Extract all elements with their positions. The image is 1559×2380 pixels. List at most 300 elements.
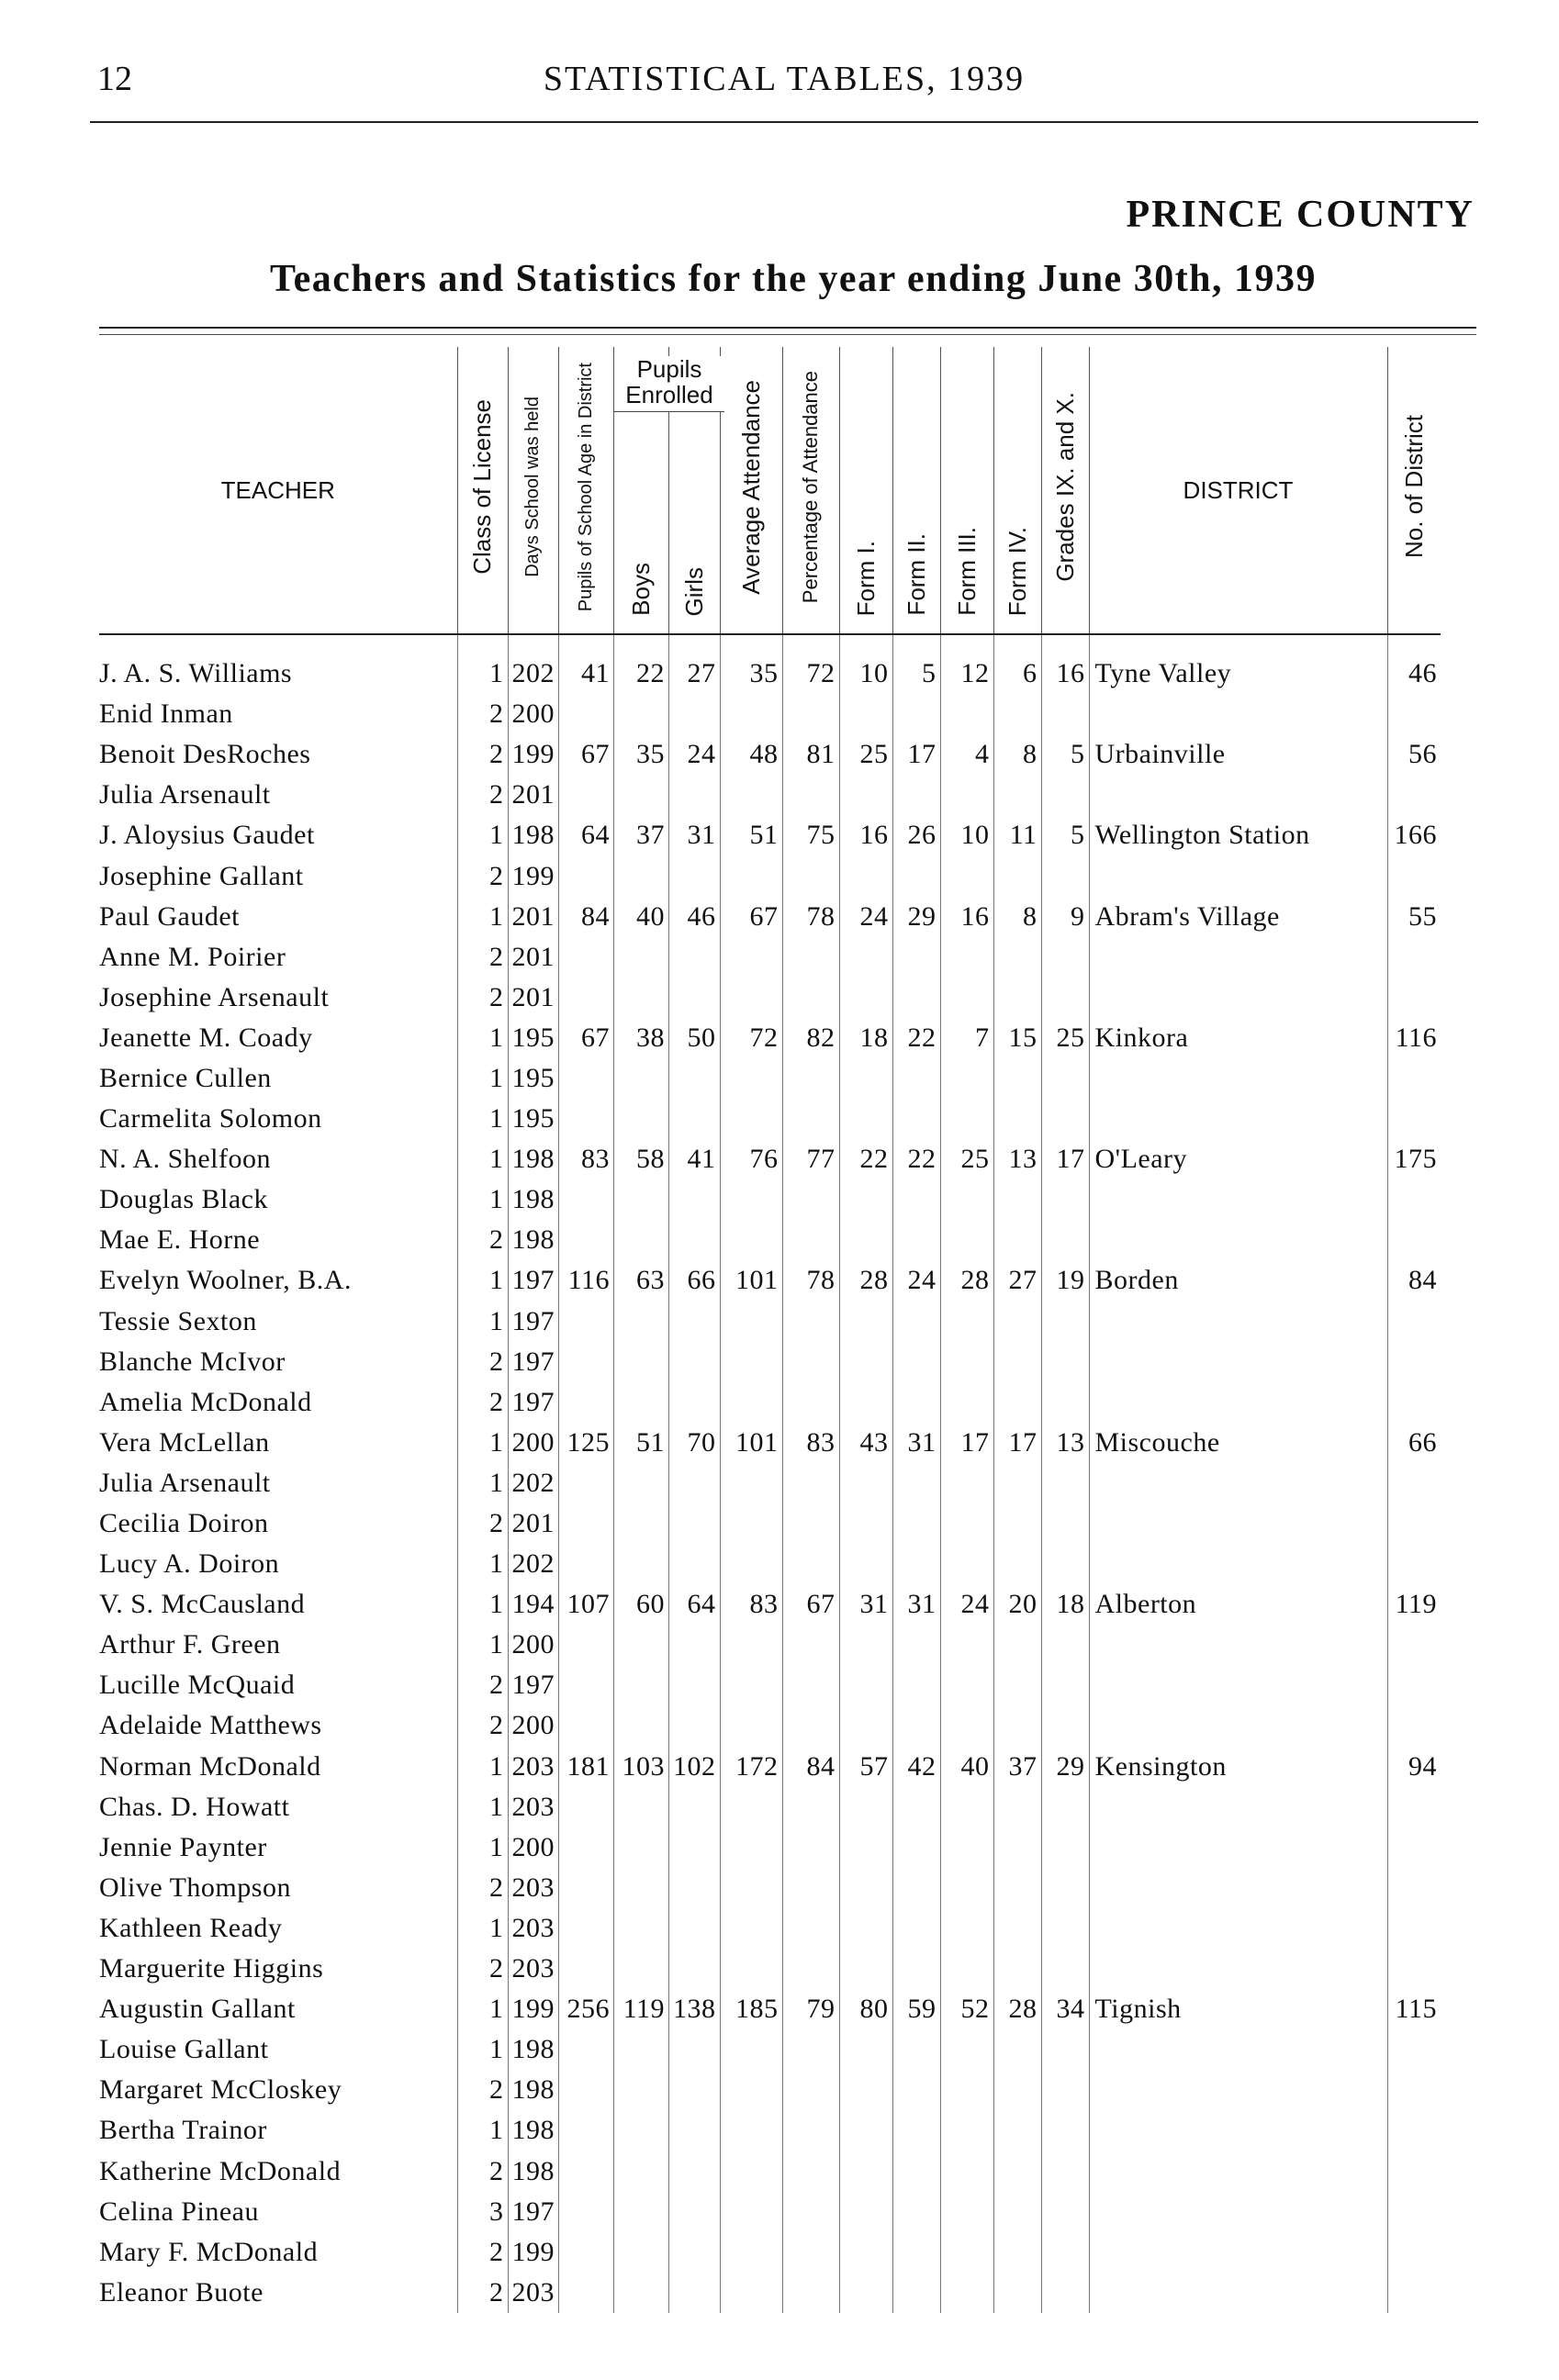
- cell-license: 1: [457, 1544, 508, 1584]
- cell-pct: [782, 2029, 839, 2070]
- cell-district: [1089, 1302, 1387, 1342]
- cell-f3: [940, 775, 993, 815]
- cell-f4: [993, 2232, 1041, 2273]
- cell-f2: [892, 855, 940, 896]
- cell-f3: [940, 978, 993, 1018]
- table-row: [99, 1463, 1441, 1503]
- table-row: [99, 937, 1441, 978]
- teacher-name: [99, 1747, 457, 1787]
- cell-license: 1: [457, 2029, 508, 2070]
- cell-f2: 59: [892, 1989, 940, 2029]
- teacher-name: [99, 2029, 457, 2070]
- cell-girls: [669, 1908, 721, 1949]
- teacher-name-text: Mae E. Horne: [99, 1224, 261, 1256]
- cell-pupils-age: [559, 1787, 614, 1827]
- teacher-name: [99, 1220, 457, 1260]
- cell-district-no: [1387, 1302, 1441, 1342]
- cell-pct: [782, 855, 839, 896]
- table-row: [99, 855, 1441, 896]
- cell-district: Alberton: [1089, 1584, 1387, 1625]
- cell-f1: [839, 2110, 892, 2151]
- cell-f2: [892, 1382, 940, 1423]
- cell-boys: [614, 1342, 669, 1382]
- cell-girls: [669, 775, 721, 815]
- cell-boys: [614, 2232, 669, 2273]
- cell-boys: 38: [614, 1018, 669, 1058]
- cell-f1: [839, 1342, 892, 1382]
- cell-grades: [1041, 1665, 1089, 1705]
- cell-f3: 10: [940, 815, 993, 855]
- teacher-name-text: Carmelita Solomon: [99, 1103, 322, 1134]
- cell-days: 203: [508, 1787, 559, 1827]
- cell-grades: [1041, 775, 1089, 815]
- teacher-name: [99, 1584, 457, 1625]
- cell-f2: [892, 694, 940, 734]
- spacer-row: [99, 634, 1441, 654]
- cell-district: Urbainville: [1089, 734, 1387, 775]
- cell-pupils-age: [559, 1949, 614, 1989]
- cell-f2: [892, 1503, 940, 1544]
- cell-district: [1089, 1463, 1387, 1503]
- cell-girls: [669, 2070, 721, 2110]
- cell-district: [1089, 1382, 1387, 1423]
- cell-days: 202: [508, 1544, 559, 1584]
- cell-district-no: [1387, 1099, 1441, 1139]
- cell-grades: [1041, 1908, 1089, 1949]
- teacher-name-text: Eleanor Buote: [99, 2276, 264, 2307]
- cell-girls: [669, 2151, 721, 2191]
- cell-f3: [940, 855, 993, 896]
- cell-district-no: [1387, 1625, 1441, 1665]
- teacher-name: [99, 1463, 457, 1503]
- cell-avg: [720, 2070, 782, 2110]
- cell-f2: [892, 2029, 940, 2070]
- cell-avg: [720, 855, 782, 896]
- cell-f1: [839, 2029, 892, 2070]
- teacher-name-text: Norman McDonald: [99, 1750, 321, 1782]
- cell-f4: [993, 1705, 1041, 1746]
- cell-f4: 20: [993, 1584, 1041, 1625]
- cell-grades: 13: [1041, 1423, 1089, 1463]
- cell-grades: [1041, 978, 1089, 1018]
- cell-district-no: [1387, 2232, 1441, 2273]
- cell-district: [1089, 2151, 1387, 2191]
- cell-district-no: [1387, 1787, 1441, 1827]
- cell-pct: [782, 1058, 839, 1099]
- cell-f3: 52: [940, 1989, 993, 2029]
- cell-girls: [669, 937, 721, 978]
- cell-license: 2: [457, 1949, 508, 1989]
- cell-f2: [892, 1463, 940, 1503]
- teacher-name-text: Jeanette M. Coady: [99, 1022, 313, 1053]
- teacher-name: [99, 1058, 457, 1099]
- teacher-name: [99, 654, 457, 694]
- col-avg-attendance: Average Attendance: [720, 347, 782, 634]
- cell-f1: [839, 1544, 892, 1584]
- cell-pct: [782, 2070, 839, 2110]
- table-row: [99, 2151, 1441, 2191]
- cell-f2: [892, 1827, 940, 1868]
- teacher-name-text: Louise Gallant: [99, 2034, 269, 2065]
- cell-f3: [940, 1665, 993, 1705]
- table-row: [99, 1139, 1441, 1179]
- cell-district: Borden: [1089, 1260, 1387, 1301]
- cell-f1: [839, 2192, 892, 2232]
- cell-district: [1089, 937, 1387, 978]
- cell-f2: 31: [892, 1584, 940, 1625]
- table-row: [99, 2192, 1441, 2232]
- table-row: [99, 1868, 1441, 1908]
- teacher-name-text: Margaret McCloskey: [99, 2074, 342, 2106]
- cell-district: [1089, 1544, 1387, 1584]
- teacher-name-text: V. S. McCausland: [99, 1589, 306, 1620]
- table-row: [99, 1018, 1441, 1058]
- cell-district-no: [1387, 978, 1441, 1018]
- col-form4: Form IV.: [993, 347, 1041, 634]
- table-row: [99, 1949, 1441, 1989]
- cell-district-no: 46: [1387, 654, 1441, 694]
- cell-grades: 16: [1041, 654, 1089, 694]
- cell-pct: [782, 775, 839, 815]
- cell-girls: [669, 2273, 721, 2313]
- cell-pupils-age: [559, 2151, 614, 2191]
- col-boys: Pupils Enrolled Boys: [614, 347, 669, 634]
- cell-pct: [782, 1179, 839, 1220]
- cell-district-no: 116: [1387, 1018, 1441, 1058]
- cell-avg: [720, 1949, 782, 1989]
- cell-avg: [720, 1058, 782, 1099]
- table-row: [99, 2029, 1441, 2070]
- cell-days: 200: [508, 1423, 559, 1463]
- teacher-name: [99, 2070, 457, 2110]
- cell-f2: 22: [892, 1139, 940, 1179]
- cell-grades: 17: [1041, 1139, 1089, 1179]
- cell-f1: 22: [839, 1139, 892, 1179]
- cell-grades: [1041, 855, 1089, 896]
- cell-license: 2: [457, 855, 508, 896]
- cell-pupils-age: [559, 2110, 614, 2151]
- cell-district: [1089, 1099, 1387, 1139]
- cell-f4: [993, 2029, 1041, 2070]
- cell-pct: [782, 2151, 839, 2191]
- cell-f3: 24: [940, 1584, 993, 1625]
- cell-license: 1: [457, 1018, 508, 1058]
- cell-boys: [614, 2192, 669, 2232]
- cell-pupils-age: [559, 1868, 614, 1908]
- cell-f4: 8: [993, 734, 1041, 775]
- teacher-name-text: Cecilia Doiron: [99, 1508, 269, 1539]
- cell-girls: 46: [669, 897, 721, 937]
- teacher-name: [99, 2110, 457, 2151]
- cell-girls: [669, 2110, 721, 2151]
- cell-license: 2: [457, 2273, 508, 2313]
- cell-f4: [993, 1463, 1041, 1503]
- cell-f2: [892, 2273, 940, 2313]
- cell-days: 195: [508, 1058, 559, 1099]
- cell-boys: [614, 1302, 669, 1342]
- teacher-name: [99, 1179, 457, 1220]
- cell-f3: 17: [940, 1423, 993, 1463]
- cell-f4: [993, 1220, 1041, 1260]
- cell-grades: 34: [1041, 1989, 1089, 2029]
- cell-boys: 103: [614, 1747, 669, 1787]
- table-row: [99, 1099, 1441, 1139]
- cell-district-no: [1387, 775, 1441, 815]
- cell-days: 200: [508, 1705, 559, 1746]
- teacher-name: [99, 897, 457, 937]
- cell-avg: [720, 1463, 782, 1503]
- cell-pct: [782, 1099, 839, 1139]
- cell-boys: [614, 2070, 669, 2110]
- cell-boys: [614, 1949, 669, 1989]
- cell-district: Kensington: [1089, 1747, 1387, 1787]
- cell-avg: [720, 1220, 782, 1260]
- cell-grades: 19: [1041, 1260, 1089, 1301]
- teacher-name-text: J. A. S. Williams: [99, 658, 293, 689]
- cell-days: 197: [508, 2192, 559, 2232]
- teacher-name: [99, 855, 457, 896]
- teacher-name-text: Kathleen Ready: [99, 1912, 283, 1943]
- cell-f3: [940, 694, 993, 734]
- col-form1: Form I.: [839, 347, 892, 634]
- cell-pct: 81: [782, 734, 839, 775]
- teacher-name-text: Bernice Cullen: [99, 1062, 272, 1093]
- cell-pupils-age: [559, 2232, 614, 2273]
- cell-f1: 16: [839, 815, 892, 855]
- cell-f1: [839, 2070, 892, 2110]
- col-license: Class of License: [457, 347, 508, 634]
- cell-pct: [782, 1220, 839, 1260]
- cell-grades: [1041, 1625, 1089, 1665]
- cell-boys: [614, 1463, 669, 1503]
- cell-avg: 48: [720, 734, 782, 775]
- cell-f1: [839, 1220, 892, 1260]
- cell-pct: [782, 1302, 839, 1342]
- cell-f3: [940, 937, 993, 978]
- cell-girls: 41: [669, 1139, 721, 1179]
- cell-district: [1089, 1503, 1387, 1544]
- cell-avg: 67: [720, 897, 782, 937]
- cell-f3: 25: [940, 1139, 993, 1179]
- cell-f2: [892, 1099, 940, 1139]
- cell-f4: [993, 855, 1041, 896]
- table-row: [99, 1220, 1441, 1260]
- teacher-name-text: Celina Pineau: [99, 2196, 259, 2227]
- cell-license: 1: [457, 1908, 508, 1949]
- page-number: 12: [97, 60, 132, 98]
- teacher-name-text: Evelyn Woolner, B.A.: [99, 1265, 352, 1296]
- cell-license: 2: [457, 2070, 508, 2110]
- cell-girls: 31: [669, 815, 721, 855]
- statistics-table: [99, 347, 1441, 2313]
- cell-f1: [839, 2151, 892, 2191]
- cell-avg: [720, 2192, 782, 2232]
- table-row: [99, 1058, 1441, 1099]
- cell-boys: [614, 1058, 669, 1099]
- cell-district-no: [1387, 1058, 1441, 1099]
- cell-days: 203: [508, 1868, 559, 1908]
- cell-f1: 10: [839, 654, 892, 694]
- cell-district: [1089, 1665, 1387, 1705]
- cell-grades: [1041, 1787, 1089, 1827]
- cell-license: 1: [457, 1584, 508, 1625]
- cell-f3: [940, 1908, 993, 1949]
- cell-f1: [839, 694, 892, 734]
- cell-f4: [993, 1099, 1041, 1139]
- cell-pupils-age: [559, 1302, 614, 1342]
- cell-f4: 13: [993, 1139, 1041, 1179]
- cell-license: 2: [457, 2232, 508, 2273]
- cell-district: [1089, 2192, 1387, 2232]
- teacher-name: [99, 1827, 457, 1868]
- cell-license: 1: [457, 1260, 508, 1301]
- cell-pupils-age: 64: [559, 815, 614, 855]
- cell-pupils-age: [559, 1179, 614, 1220]
- cell-f1: [839, 1463, 892, 1503]
- cell-boys: 40: [614, 897, 669, 937]
- table-row: [99, 1423, 1441, 1463]
- cell-girls: [669, 694, 721, 734]
- cell-boys: [614, 2273, 669, 2313]
- cell-f4: [993, 1544, 1041, 1584]
- cell-avg: [720, 1908, 782, 1949]
- cell-license: 1: [457, 1747, 508, 1787]
- cell-f2: [892, 2110, 940, 2151]
- cell-license: 2: [457, 937, 508, 978]
- cell-pct: [782, 978, 839, 1018]
- cell-license: 2: [457, 978, 508, 1018]
- cell-avg: [720, 1342, 782, 1382]
- cell-avg: [720, 1625, 782, 1665]
- teacher-name-text: Adelaide Matthews: [99, 1710, 322, 1741]
- teacher-name: [99, 2192, 457, 2232]
- cell-pct: [782, 1827, 839, 1868]
- cell-f1: 43: [839, 1423, 892, 1463]
- cell-avg: [720, 1827, 782, 1868]
- cell-district-no: 56: [1387, 734, 1441, 775]
- cell-avg: 185: [720, 1989, 782, 2029]
- cell-pupils-age: [559, 1625, 614, 1665]
- cell-district: [1089, 1058, 1387, 1099]
- cell-f2: 22: [892, 1018, 940, 1058]
- table-row: [99, 1827, 1441, 1868]
- table-row: [99, 1625, 1441, 1665]
- cell-pupils-age: [559, 1665, 614, 1705]
- cell-f3: [940, 2151, 993, 2191]
- cell-f2: 17: [892, 734, 940, 775]
- teacher-name-text: Bertha Trainor: [99, 2115, 267, 2146]
- cell-f2: [892, 1302, 940, 1342]
- cell-avg: 101: [720, 1423, 782, 1463]
- cell-district: [1089, 1179, 1387, 1220]
- teacher-name: [99, 2232, 457, 2273]
- cell-pct: [782, 1342, 839, 1382]
- cell-boys: [614, 775, 669, 815]
- cell-days: 201: [508, 775, 559, 815]
- table-caption: Teachers and Statistics for the year ending June 30th, 1939: [269, 258, 1318, 300]
- cell-pct: [782, 937, 839, 978]
- table-row: [99, 1503, 1441, 1544]
- cell-license: 1: [457, 1463, 508, 1503]
- cell-district-no: 94: [1387, 1747, 1441, 1787]
- cell-district-no: [1387, 1827, 1441, 1868]
- cell-district-no: [1387, 855, 1441, 896]
- cell-district: Wellington Station: [1089, 815, 1387, 855]
- cell-pct: [782, 1503, 839, 1544]
- cell-license: 2: [457, 1220, 508, 1260]
- cell-f3: [940, 1382, 993, 1423]
- table-row: [99, 1260, 1441, 1301]
- cell-f1: 80: [839, 1989, 892, 2029]
- cell-district-no: 55: [1387, 897, 1441, 937]
- teacher-name-text: Amelia McDonald: [99, 1386, 312, 1417]
- cell-district: [1089, 2029, 1387, 2070]
- cell-pupils-age: [559, 775, 614, 815]
- cell-grades: 9: [1041, 897, 1089, 937]
- table-row: [99, 2110, 1441, 2151]
- cell-days: 198: [508, 2070, 559, 2110]
- cell-pupils-age: 83: [559, 1139, 614, 1179]
- cell-f4: [993, 1058, 1041, 1099]
- cell-district: [1089, 2232, 1387, 2273]
- cell-f1: [839, 1908, 892, 1949]
- cell-f3: [940, 1503, 993, 1544]
- cell-f1: [839, 1503, 892, 1544]
- cell-boys: [614, 1544, 669, 1584]
- cell-pupils-age: [559, 2070, 614, 2110]
- header-row: [99, 347, 1441, 634]
- teacher-name: [99, 1018, 457, 1058]
- cell-pupils-age: [559, 2273, 614, 2313]
- cell-pupils-age: [559, 694, 614, 734]
- cell-grades: 5: [1041, 815, 1089, 855]
- cell-grades: 25: [1041, 1018, 1089, 1058]
- cell-girls: 66: [669, 1260, 721, 1301]
- pupils-enrolled-group: Pupils Enrolled: [614, 356, 724, 412]
- cell-girls: [669, 978, 721, 1018]
- cell-f2: 31: [892, 1423, 940, 1463]
- cell-district-no: 84: [1387, 1260, 1441, 1301]
- cell-f3: [940, 1868, 993, 1908]
- cell-f4: 11: [993, 815, 1041, 855]
- cell-f4: 37: [993, 1747, 1041, 1787]
- cell-grades: [1041, 937, 1089, 978]
- cell-f2: [892, 1342, 940, 1382]
- cell-days: 199: [508, 855, 559, 896]
- col-district-no: No. of District: [1387, 347, 1441, 634]
- cell-license: 2: [457, 2151, 508, 2191]
- cell-f2: [892, 1665, 940, 1705]
- cell-pupils-age: [559, 2192, 614, 2232]
- cell-boys: [614, 2151, 669, 2191]
- table-row: [99, 1382, 1441, 1423]
- cell-f1: [839, 1179, 892, 1220]
- cell-f4: [993, 937, 1041, 978]
- cell-days: 197: [508, 1302, 559, 1342]
- cell-avg: 72: [720, 1018, 782, 1058]
- cell-pupils-age: [559, 1058, 614, 1099]
- cell-district: [1089, 775, 1387, 815]
- cell-grades: 29: [1041, 1747, 1089, 1787]
- table-row: [99, 815, 1441, 855]
- cell-f2: 29: [892, 897, 940, 937]
- cell-grades: [1041, 2070, 1089, 2110]
- cell-boys: [614, 1220, 669, 1260]
- cell-f2: [892, 1705, 940, 1746]
- cell-boys: [614, 1827, 669, 1868]
- cell-boys: [614, 1908, 669, 1949]
- cell-f3: [940, 1342, 993, 1382]
